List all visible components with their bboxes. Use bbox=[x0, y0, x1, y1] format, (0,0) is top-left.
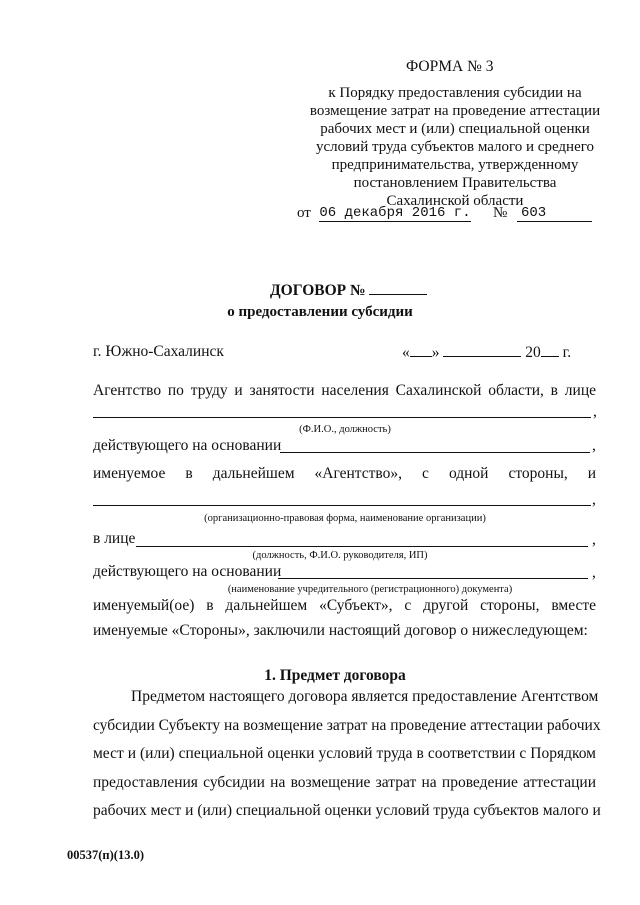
in-person-label: в лице bbox=[93, 530, 136, 547]
parties-line: именуемые «Стороны», заключили настоящий договор о нижеследующем: bbox=[93, 622, 588, 639]
document-caption: (наименование учредительного (регистрационного) документа) bbox=[227, 584, 513, 595]
head-caption: (должность, Ф.И.О. руководителя, ИП) bbox=[252, 550, 428, 561]
number-label: № bbox=[493, 205, 508, 221]
word: с bbox=[422, 465, 429, 482]
header-line: предпринимательства, утвержденному bbox=[331, 157, 579, 173]
open-quote: « bbox=[402, 344, 410, 361]
section-title: 1. Предмет договора bbox=[264, 667, 406, 684]
organization-blank bbox=[93, 505, 591, 506]
acting-basis-label: действующего на основании bbox=[93, 437, 282, 454]
document-code: 00537(п)(13.0) bbox=[67, 848, 144, 862]
comma: , bbox=[592, 531, 596, 548]
month-blank bbox=[443, 343, 521, 357]
contract-number-blank bbox=[369, 282, 427, 295]
header-line: условий труда субъектов малого и среднего bbox=[315, 139, 595, 155]
paragraph-line: мест и (или) специальной оценки условий труда в соответствии с Порядком bbox=[93, 745, 596, 762]
resolution-number: 603 bbox=[517, 205, 592, 222]
contract-subtitle: о предоставлении субсидии bbox=[227, 304, 413, 320]
form-title: ФОРМА № 3 bbox=[406, 58, 494, 75]
named-agency-line bbox=[93, 465, 596, 483]
paragraph-line: рабочих мест и (или) специальной оценки условий труда субъектов малого и bbox=[93, 802, 601, 819]
paragraph-line: предоставления субсидии на возмещение затрат на проведение аттестации bbox=[93, 773, 596, 791]
contract-city: г. Южно-Сахалинск bbox=[93, 343, 224, 360]
paragraph-line: субсидии Субъекту на возмещение затрат на проведение аттестации рабочих bbox=[93, 716, 601, 734]
word: в bbox=[185, 465, 193, 482]
from-label: от bbox=[297, 205, 311, 221]
section-paragraph bbox=[93, 683, 601, 826]
header-line: рабочих мест и (или) специальной оценки bbox=[320, 121, 590, 137]
contract-title-text: ДОГОВОР № bbox=[270, 282, 366, 299]
word: именуемое bbox=[93, 465, 166, 482]
word: и bbox=[587, 465, 597, 482]
resolution-date: 06 декабря 2016 г. bbox=[319, 205, 471, 221]
fio-caption: (Ф.И.О., должность) bbox=[299, 424, 391, 435]
comma: , bbox=[592, 564, 596, 581]
organization-caption: (организационно-правовая форма, наименование организации) bbox=[204, 513, 486, 524]
year-suffix: г. bbox=[562, 344, 572, 361]
comma: , bbox=[592, 437, 596, 454]
header-line: постановлением Правительства bbox=[353, 175, 557, 191]
subject-line: именуемый(ое) в дальнейшем «Субъект», с другой стороны, вместе bbox=[93, 597, 596, 614]
fio-blank bbox=[93, 417, 591, 418]
acting-basis-label-2: действующего на основании bbox=[93, 563, 282, 580]
word: одной bbox=[448, 465, 489, 482]
year-prefix: 20 bbox=[525, 344, 541, 361]
header-line: Сахалинской области bbox=[386, 193, 524, 209]
word: дальнейшем bbox=[212, 465, 295, 482]
agency-line: Агентство по труду и занятости населения Сахалинской области, в лице bbox=[93, 382, 596, 399]
approval-header bbox=[300, 84, 610, 210]
word: стороны, bbox=[508, 465, 568, 482]
contract-title bbox=[270, 282, 427, 300]
contract-date-blank bbox=[402, 343, 571, 362]
comma: , bbox=[593, 403, 597, 420]
close-quote: » bbox=[431, 344, 440, 361]
year-blank bbox=[541, 343, 559, 357]
acting-basis-blank bbox=[280, 452, 590, 453]
document-blank bbox=[278, 578, 588, 579]
word: «Агентство», bbox=[314, 465, 403, 482]
header-line: к Порядку предоставления субсидии на bbox=[328, 85, 582, 101]
paragraph-line: Предметом настоящего договора является предоставление Агентством bbox=[131, 688, 599, 705]
header-line: возмещение затрат на проведение аттестации bbox=[309, 103, 601, 119]
head-blank bbox=[136, 546, 588, 547]
day-blank bbox=[410, 343, 432, 357]
comma: , bbox=[592, 491, 596, 508]
